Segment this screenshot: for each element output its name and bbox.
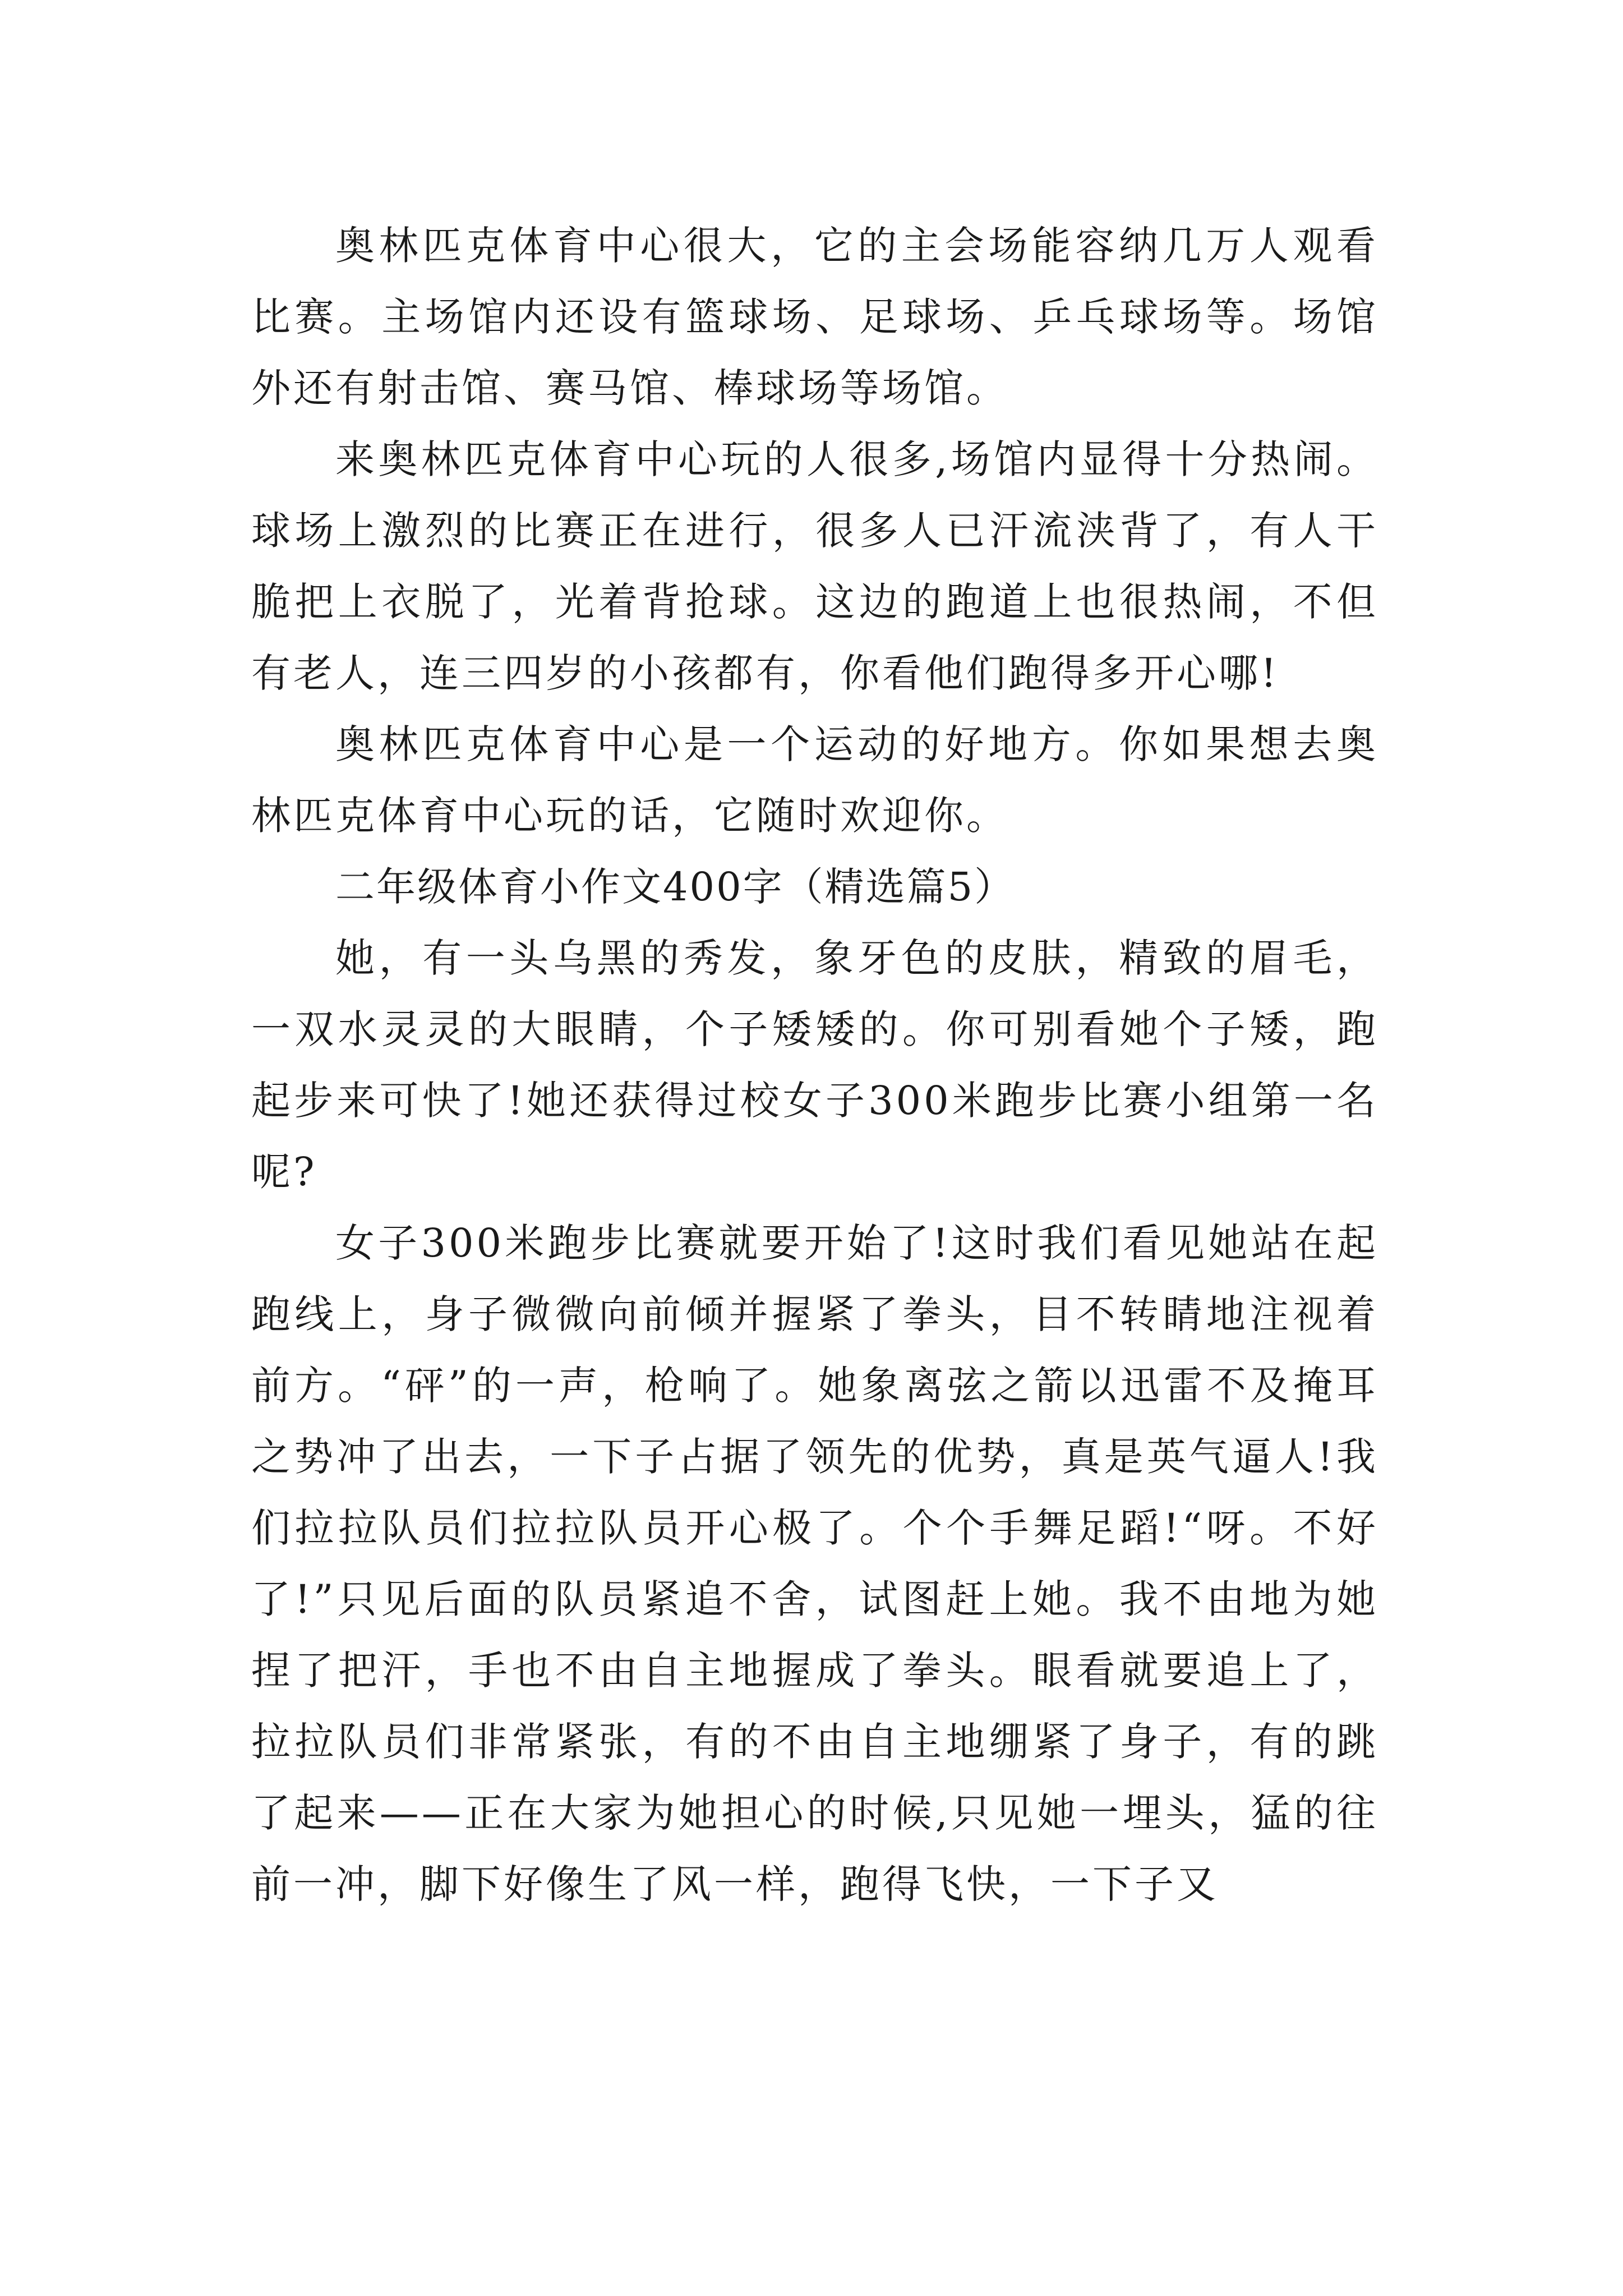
document-body [251, 210, 1378, 1920]
paragraph-stadium-welcome: 奥林匹克体育中心是一个运动的好地方。你如果想去奥林匹克体育中心玩的话，它随时欢迎你。 [251, 721, 1378, 839]
section-heading: 二年级体育小作文400字（精选篇5） [335, 864, 1016, 910]
paragraph-stadium-crowd: 来奥林匹克体育中心玩的人很多,场馆内显得十分热闹。球场上激烈的比赛正在进行，很多人已汗流浃背了，有人干脆把上衣脱了，光着背抢球。这边的跑道上也很热闹，不但有老人，连三四岁的小孩都有，你看他们跑得多开心哪! [251, 436, 1378, 696]
paragraph-stadium-size: 奥林匹克体育中心很大，它的主会场能容纳几万人观看比赛。主场馆内还设有篮球场、足球场、乒乓球场等。场馆外还有射击馆、赛马馆、棒球场等场馆。 [251, 223, 1378, 411]
paragraph-runner-intro: 她，有一头乌黑的秀发，象牙色的皮肤，精致的眉毛，一双水灵灵的大眼睛，个子矮矮的。你可别看她个子矮，跑起步来可快了!她还获得过校女子300米跑步比赛小组第一名呢? [251, 935, 1378, 1195]
paragraph-race: 女子300米跑步比赛就要开始了!这时我们看见她站在起跑线上，身子微微向前倾并握紧了拳头，目不转睛地注视着前方。“砰”的一声，枪响了。她象离弦之箭以迅雷不及掩耳之势冲了出去，一下子占据了领先的优势，真是英气逼人!我们拉拉队员们拉拉队员开心极了。个个手舞足蹈!“呀。不好了!”只见后面的队员紧追不舍，试图赶上她。我不由地为她捏了把汗，手也不由自主地握成了拳头。眼看就要追上了，拉拉队员们非常紧张，有的不由自主地绷紧了身子，有的跳了起来——正在大家为她担心的时候,只见她一埋头，猛的往前一冲，脚下好像生了风一样，跑得飞快，一下子又 [251, 1220, 1378, 1907]
